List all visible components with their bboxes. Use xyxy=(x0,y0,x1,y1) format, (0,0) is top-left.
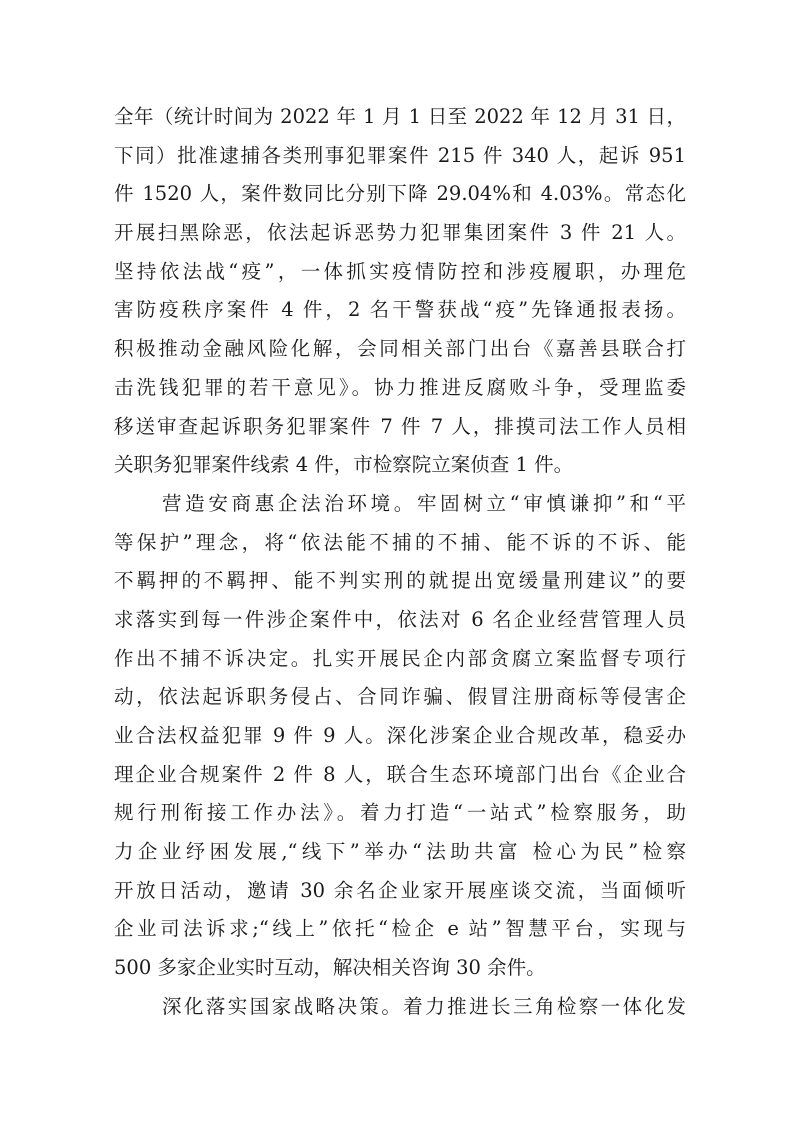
paragraph-national-strategy xyxy=(114,988,686,1027)
text-line: 关职务犯罪案件线索 4 件，市检察院立案侦查 1 件。 xyxy=(114,453,574,477)
text-line: 500 多家企业实时互动，解决相关咨询 30 余件。 xyxy=(114,956,546,980)
text-line: 作出不捕不诉决定。扎实开展民企内部贪腐立案监督专项行 xyxy=(114,646,686,670)
text-line: 击洗钱犯罪的若干意见》。协力推进反腐败斗争，受理监委 xyxy=(114,375,686,399)
text-line: 企业司法诉求;“线上”依托“检企 e 站”智慧平台，实现与 xyxy=(114,917,686,941)
text-line: 力企业纾困发展,“线下”举办“法助共富 检心为民”检察 xyxy=(114,840,686,864)
text-line: 全年（统计时间为 2022 年 1 月 1 日至 2022 年 12 月 31 日， xyxy=(114,105,686,128)
paragraph-business-environment xyxy=(114,485,686,988)
text-line: 下同）批准逮捕各类刑事犯罪案件 215 件 340 人，起诉 951 xyxy=(114,143,686,167)
text-line: 不羁押的不羁押、能不判实刑的就提出宽缓量刑建议”的要 xyxy=(114,569,686,593)
text-line: 积极推动金融风险化解，会同相关部门出台《嘉善县联合打 xyxy=(114,337,686,361)
text-line: 深化落实国家战略决策。着力推进长三角检察一体化发 xyxy=(162,994,686,1018)
text-line: 开放日活动，邀请 30 余名企业家开展座谈交流，当面倾听 xyxy=(114,878,686,902)
text-line: 动，依法起诉职务侵占、合同诈骗、假冒注册商标等侵害企 xyxy=(114,685,686,709)
text-line: 害防疫秩序案件 4 件，2 名干警获战“疫”先锋通报表扬。 xyxy=(114,298,686,322)
text-line: 移送审查起诉职务犯罪案件 7 件 7 人，排摸司法工作人员相 xyxy=(114,414,686,438)
text-line: 坚持依法战“疫”，一体抓实疫情防控和涉疫履职，办理危 xyxy=(114,259,686,283)
text-line: 营造安商惠企法治环境。牢固树立“审慎谦抑”和“平 xyxy=(162,491,686,515)
text-line: 等保护”理念，将“依法能不捕的不捕、能不诉的不诉、能 xyxy=(114,530,686,554)
text-line: 规行刑衔接工作办法》。着力打造“一站式”检察服务，助 xyxy=(114,801,686,825)
document-body xyxy=(114,98,686,1027)
text-line: 业合法权益犯罪 9 件 9 人。深化涉案企业合规改革，稳妥办 xyxy=(114,724,686,747)
text-line: 件 1520 人，案件数同比分别下降 29.04%和 4.03%。常态化 xyxy=(114,182,686,206)
text-line: 求落实到每一件涉企案件中，依法对 6 名企业经营管理人员 xyxy=(114,607,686,631)
text-line: 理企业合规案件 2 件 8 人，联合生态环境部门出台《企业合 xyxy=(114,762,686,786)
paragraph-case-statistics xyxy=(114,98,686,485)
text-line: 开展扫黑除恶，依法起诉恶势力犯罪集团案件 3 件 21 人。 xyxy=(114,221,686,245)
